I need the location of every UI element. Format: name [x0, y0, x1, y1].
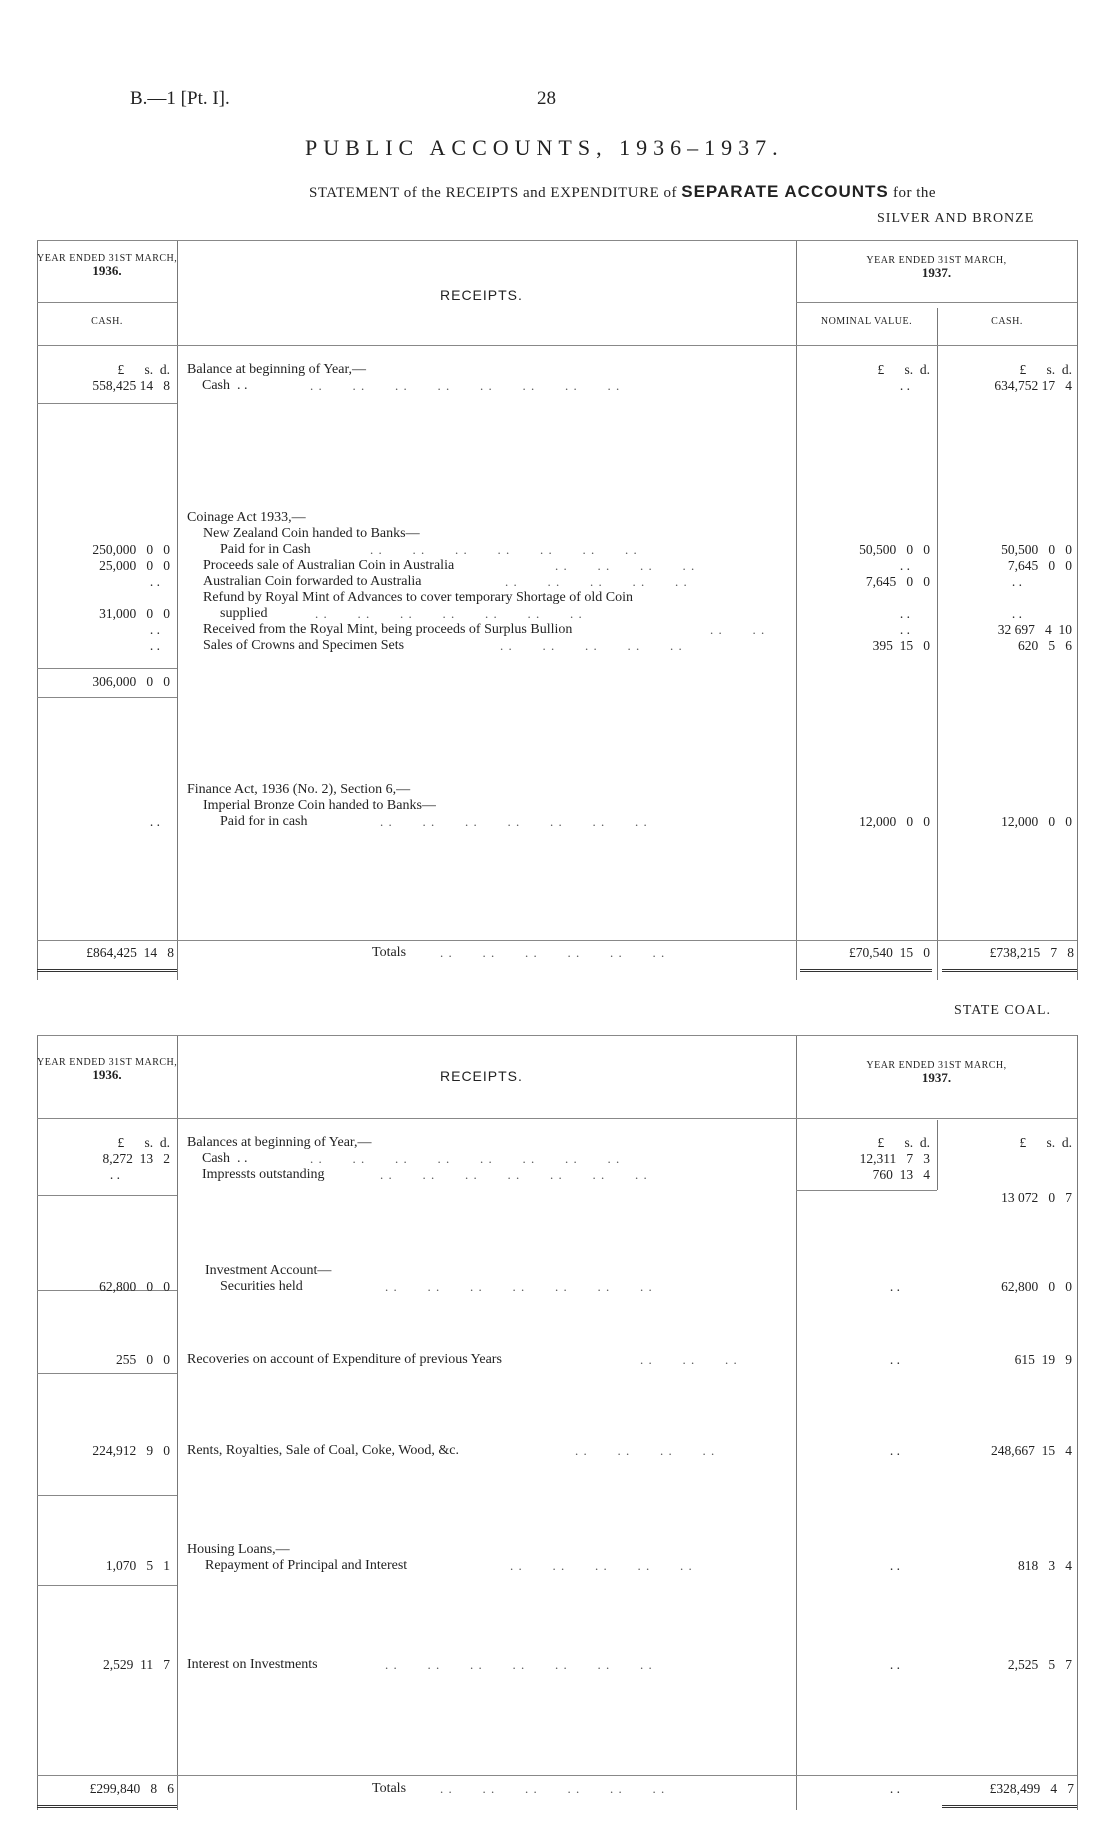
- t2-investment-heading: Investment Account—: [205, 1263, 332, 1278]
- t1-coinage-sub: New Zealand Coin handed to Banks—: [203, 526, 420, 541]
- t1-currency-nominal: £ s. d.: [877, 362, 930, 377]
- statement-bold: SEPARATE ACCOUNTS: [681, 182, 889, 201]
- t2-interest-cash: 2,525 5 7: [1007, 1657, 1072, 1672]
- t1-row-label: Paid for in Cash: [220, 542, 311, 557]
- t1-balance-left: 558,425 14 8: [92, 378, 170, 393]
- t1-head-left: [37, 253, 177, 279]
- t2-recoveries-cash: 615 19 9: [1014, 1352, 1072, 1367]
- t1-row-left: . .: [149, 574, 160, 589]
- t2-balance-mid-cash: 12,311 7 3: [859, 1151, 930, 1166]
- t2-totals-left: £299,840 8 6: [89, 1781, 174, 1796]
- t1-coinage-heading: Coinage Act 1933,—: [187, 510, 306, 525]
- t2-recoveries-label: Recoveries on account of Expenditure of previous Years: [187, 1352, 502, 1367]
- t1-head-right-year: 1937.: [921, 265, 952, 280]
- t2-rents-mid: . .: [889, 1443, 900, 1458]
- t1-row-label: Refund by Royal Mint of Advances to cover temporary Shortage of old Coin: [203, 590, 634, 605]
- t1-row-left: 250,000 0 0: [92, 542, 170, 557]
- t1-row-nominal: 7,645 0 0: [865, 574, 930, 589]
- t2-balance-cash-label: Cash . .: [202, 1151, 248, 1166]
- t1-row-cash: 50,500 0 0: [1001, 542, 1072, 557]
- page-number: 28: [537, 88, 556, 109]
- t1-row-cash: . .: [1011, 606, 1022, 621]
- t1-head-receipts: RECEIPTS.: [440, 287, 523, 303]
- t1-totals-left: £864,425 14 8: [86, 945, 174, 960]
- t1-head-left-cash: CASH.: [91, 316, 123, 327]
- t1-row-left: 25,000 0 0: [99, 558, 170, 573]
- t1-head-left-year: 1936.: [92, 263, 122, 278]
- t2-investment-cash: 62,800 0 0: [1001, 1279, 1072, 1294]
- t2-head-left-year: 1936.: [92, 1067, 122, 1082]
- t2-head-right-label: YEAR ENDED 31ST MARCH,: [866, 1060, 1007, 1071]
- t2-totals-label: Totals: [372, 1781, 407, 1796]
- t2-balance-left2: . .: [109, 1167, 120, 1182]
- t1-head-nominal: NOMINAL VALUE.: [820, 316, 913, 327]
- t1-row-label: Received from the Royal Mint, being proceeds of Surplus Bullion: [203, 622, 573, 637]
- t2-housing-label: Repayment of Principal and Interest: [205, 1558, 408, 1573]
- t2-rents-left: 224,912 9 0: [92, 1443, 170, 1458]
- t2-balance-cash: 13 072 0 7: [1001, 1190, 1072, 1205]
- t2-interest-label: Interest on Investments: [187, 1657, 318, 1672]
- t1-row-label: Sales of Crowns and Specimen Sets: [203, 638, 405, 653]
- t2-totals-mid: . .: [889, 1781, 900, 1796]
- statement-suffix: for the: [892, 185, 937, 201]
- t2-balance-mid-impress: 760 13 4: [872, 1167, 930, 1182]
- t1-finance-left: . .: [149, 814, 160, 829]
- t2-rents-cash: 248,667 15 4: [991, 1443, 1072, 1458]
- t2-totals-cash: £328,499 4 7: [989, 1781, 1074, 1796]
- t1-currency-left: £ s. d.: [117, 362, 170, 377]
- page-title: PUBLIC ACCOUNTS, 1936–1937.: [305, 135, 784, 160]
- t2-head-left: [37, 1057, 177, 1083]
- t1-row-cash: 7,645 0 0: [1007, 558, 1072, 573]
- t2-currency-cash: £ s. d.: [1019, 1135, 1072, 1150]
- t2-head-left-label: YEAR ENDED 31ST MARCH,: [37, 1057, 178, 1068]
- t1-row-cash: . .: [1011, 574, 1022, 589]
- t2-housing-left: 1,070 5 1: [105, 1558, 170, 1573]
- t1-finance-cash: 12,000 0 0: [1001, 814, 1072, 829]
- t2-recoveries-mid: . .: [889, 1352, 900, 1367]
- t1-row-label-cont: supplied: [220, 606, 268, 621]
- t1-balance-cash-label: Cash . .: [202, 378, 248, 393]
- t1-head-right-label: YEAR ENDED 31ST MARCH,: [866, 255, 1007, 266]
- t2-investment-left: 62,800 0 0: [99, 1279, 170, 1294]
- t1-finance-heading: Finance Act, 1936 (No. 2), Section 6,—: [187, 782, 411, 797]
- t2-investment-mid: . .: [889, 1279, 900, 1294]
- t1-row-nominal: . .: [899, 622, 910, 637]
- statement-subtitle: SILVER AND BRONZE: [877, 211, 1035, 226]
- t1-totals-nominal: £70,540 15 0: [849, 945, 930, 960]
- t1-head-right: [796, 255, 1077, 281]
- t2-housing-heading: Housing Loans,—: [187, 1542, 290, 1557]
- t1-row-nominal: 395 15 0: [872, 638, 930, 653]
- t1-row-cash: 32 697 4 10: [997, 622, 1072, 637]
- t1-row-nominal: . .: [899, 558, 910, 573]
- t1-row-left: 31,000 0 0: [99, 606, 170, 621]
- section-title-state-coal: STATE COAL.: [954, 1003, 1051, 1018]
- t1-balance-cash: 634,752 17 4: [994, 378, 1072, 393]
- t2-interest-left: 2,529 11 7: [103, 1657, 170, 1672]
- t1-row-left: . .: [149, 638, 160, 653]
- t2-head-right-year: 1937.: [921, 1070, 952, 1085]
- t2-balance-left: 8,272 13 2: [102, 1151, 170, 1166]
- t1-coinage-subtotal: 306,000 0 0: [92, 674, 170, 689]
- t2-head-right: [796, 1060, 1077, 1086]
- t2-currency-left: £ s. d.: [117, 1135, 170, 1150]
- t1-totals-label: Totals: [372, 945, 407, 960]
- t1-row-left: . .: [149, 622, 160, 637]
- t1-currency-cash: £ s. d.: [1019, 362, 1072, 377]
- t2-balance-heading: Balances at beginning of Year,—: [187, 1135, 372, 1150]
- t1-finance-sub: Imperial Bronze Coin handed to Banks—: [203, 798, 436, 813]
- t2-interest-mid: . .: [889, 1657, 900, 1672]
- t1-head-left-label: YEAR ENDED 31ST MARCH,: [37, 253, 178, 264]
- t1-row-nominal: 50,500 0 0: [859, 542, 930, 557]
- document-reference: B.—1 [Pt. I].: [130, 88, 230, 109]
- t1-head-cash: CASH.: [991, 316, 1023, 327]
- statement-prefix: STATEMENT of the RECEIPTS and EXPENDITURE of: [309, 185, 677, 201]
- t1-row-cash: 620 5 6: [1018, 638, 1072, 653]
- t2-recoveries-left: 255 0 0: [116, 1352, 170, 1367]
- statement-heading: [309, 182, 936, 202]
- t1-row-label: Proceeds sale of Australian Coin in Australia: [203, 558, 455, 573]
- t2-currency-mid: £ s. d.: [877, 1135, 930, 1150]
- t2-housing-cash: 818 3 4: [1018, 1558, 1072, 1573]
- t1-row-label: Australian Coin forwarded to Australia: [203, 574, 422, 589]
- t1-balance-heading: Balance at beginning of Year,—: [187, 362, 367, 377]
- t1-balance-nominal: . .: [899, 378, 910, 393]
- t1-row-nominal: . .: [899, 606, 910, 621]
- t2-head-receipts: RECEIPTS.: [440, 1068, 523, 1084]
- t2-rents-label: Rents, Royalties, Sale of Coal, Coke, Wood, &c.: [187, 1443, 459, 1458]
- t1-finance-label: Paid for in cash: [220, 814, 308, 829]
- t2-balance-impress-label: Impressts outstanding: [202, 1167, 325, 1182]
- t2-housing-mid: . .: [889, 1558, 900, 1573]
- t2-investment-label: Securities held: [220, 1279, 303, 1294]
- t1-finance-nominal: 12,000 0 0: [859, 814, 930, 829]
- t1-totals-cash: £738,215 7 8: [989, 945, 1074, 960]
